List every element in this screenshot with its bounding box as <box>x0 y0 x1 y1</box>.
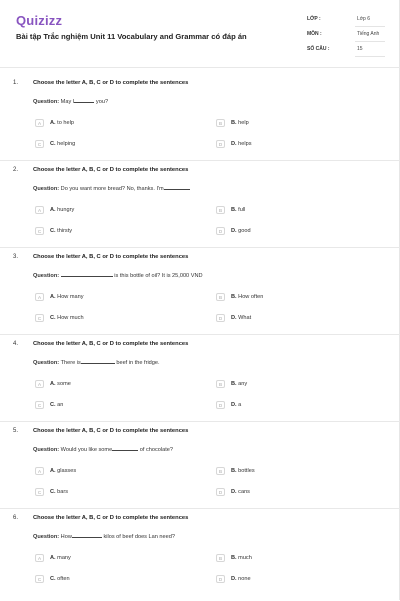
divider <box>355 41 385 42</box>
meta-grade-value: Lớp 6 <box>357 16 371 22</box>
option-letter-box[interactable]: A <box>35 554 44 562</box>
header-divider <box>0 67 400 68</box>
question-instruction: Choose the letter A, B, C or D to complete the sentences <box>33 80 189 86</box>
option-label: any <box>238 381 248 387</box>
page-title: Bài tập Trắc nghiệm Unit 11 Vocabulary and Grammar có đáp án <box>16 32 247 41</box>
question-divider <box>0 421 400 422</box>
option-letter-box[interactable]: D <box>216 140 225 148</box>
option-label: hungry <box>57 207 75 213</box>
option-text <box>231 576 251 582</box>
option-prefix: C. <box>50 228 56 234</box>
option-letter-box[interactable]: C <box>35 227 44 235</box>
option-text <box>50 141 75 147</box>
question-instruction: Choose the letter A, B, C or D to complete the sentences <box>33 515 189 521</box>
question-text-after: beef in the fridge. <box>116 360 160 366</box>
option-text <box>231 207 245 213</box>
option-text <box>50 381 71 387</box>
answer-blank <box>112 445 138 451</box>
option-prefix: D. <box>231 576 237 582</box>
option-label: some <box>57 381 71 387</box>
option-letter-box[interactable]: A <box>35 293 44 301</box>
option-prefix: D. <box>231 489 237 495</box>
meta-count-label: SỐ CÂU : <box>307 46 330 52</box>
option-text <box>50 120 74 126</box>
option-text <box>231 555 252 561</box>
question-text <box>33 184 190 192</box>
option-prefix: D. <box>231 141 237 147</box>
option-text <box>231 468 255 474</box>
option-label: bottles <box>238 468 255 474</box>
question-instruction: Choose the letter A, B, C or D to complete the sentences <box>33 428 189 434</box>
question-number: 5. <box>13 428 19 434</box>
question-number: 4. <box>13 341 19 347</box>
option-text <box>50 576 70 582</box>
option-label: How much <box>57 315 84 321</box>
option-text <box>231 141 252 147</box>
option-label: thirsty <box>57 228 73 234</box>
question-block <box>0 167 400 253</box>
question-label: Question: <box>33 360 60 366</box>
option-letter-box[interactable]: B <box>216 467 225 475</box>
option-prefix: D. <box>231 402 237 408</box>
option-letter-box[interactable]: D <box>216 488 225 496</box>
option-letter-box[interactable]: C <box>35 575 44 583</box>
question-block <box>0 515 400 601</box>
option-label: none <box>238 576 251 582</box>
question-divider <box>0 508 400 509</box>
option-text <box>50 402 63 408</box>
option-prefix: B. <box>231 468 237 474</box>
option-label: much <box>238 555 252 561</box>
answer-blank <box>72 532 102 538</box>
meta-grade-label: LỚP : <box>307 16 321 22</box>
question-text-before: How <box>60 534 72 540</box>
option-label: help <box>238 120 249 126</box>
option-label: helps <box>238 141 252 147</box>
option-prefix: D. <box>231 228 237 234</box>
divider <box>355 26 385 27</box>
quizizz-logo: Quizizz <box>16 13 63 28</box>
option-prefix: C. <box>50 141 56 147</box>
option-text <box>50 294 84 300</box>
option-label: cans <box>238 489 250 495</box>
option-prefix: B. <box>231 381 237 387</box>
question-block <box>0 80 400 166</box>
meta-subject-label: MÔN : <box>307 31 322 37</box>
option-prefix: C. <box>50 576 56 582</box>
option-letter-box[interactable]: D <box>216 575 225 583</box>
option-prefix: A. <box>50 468 56 474</box>
option-label: full <box>238 207 246 213</box>
question-label: Question: <box>33 99 60 105</box>
option-prefix: A. <box>50 381 56 387</box>
option-prefix: B. <box>231 555 237 561</box>
option-label: bars <box>57 489 69 495</box>
option-prefix: A. <box>50 207 56 213</box>
option-letter-box[interactable]: C <box>35 488 44 496</box>
option-text <box>50 228 72 234</box>
option-letter-box[interactable]: C <box>35 401 44 409</box>
option-label: to help <box>57 120 74 126</box>
option-letter-box[interactable]: A <box>35 119 44 127</box>
option-letter-box[interactable]: B <box>216 206 225 214</box>
option-text <box>50 555 71 561</box>
option-text <box>231 402 241 408</box>
question-divider <box>0 247 400 248</box>
option-letter-box[interactable]: D <box>216 227 225 235</box>
option-letter-box[interactable]: C <box>35 314 44 322</box>
option-text <box>231 228 251 234</box>
question-label: Question: <box>33 447 60 453</box>
question-text-after: of chocolate? <box>139 447 174 453</box>
option-label: How many <box>57 294 84 300</box>
question-label: Question: <box>33 273 60 279</box>
answer-blank <box>61 271 113 277</box>
question-label: Question: <box>33 186 60 192</box>
option-label: good <box>238 228 251 234</box>
option-prefix: D. <box>231 315 237 321</box>
option-text <box>231 315 251 321</box>
option-label: What <box>238 315 252 321</box>
answer-blank <box>81 358 115 364</box>
option-prefix: B. <box>231 294 237 300</box>
question-text <box>33 271 203 279</box>
question-block <box>0 428 400 514</box>
option-label: helping <box>57 141 76 147</box>
answer-blank <box>164 184 190 190</box>
question-instruction: Choose the letter A, B, C or D to complete the sentences <box>33 341 189 347</box>
option-prefix: C. <box>50 489 56 495</box>
question-block <box>0 341 400 427</box>
question-number: 1. <box>13 80 19 86</box>
divider <box>355 56 385 57</box>
option-text <box>231 294 263 300</box>
option-text <box>231 120 249 126</box>
option-letter-box[interactable]: D <box>216 401 225 409</box>
option-letter-box[interactable]: B <box>216 380 225 388</box>
option-text <box>231 489 250 495</box>
option-text <box>231 381 247 387</box>
question-text <box>33 532 175 540</box>
question-text <box>33 97 108 105</box>
question-divider <box>0 160 400 161</box>
option-prefix: A. <box>50 120 56 126</box>
question-instruction: Choose the letter A, B, C or D to complete the sentences <box>33 167 189 173</box>
option-label: glasses <box>57 468 77 474</box>
meta-subject-value: Tiếng Anh <box>357 31 380 37</box>
question-text-after: you? <box>95 99 109 105</box>
option-letter-box[interactable]: B <box>216 119 225 127</box>
question-number: 2. <box>13 167 19 173</box>
option-text <box>50 207 74 213</box>
question-text-before: Would you like some <box>60 447 113 453</box>
option-prefix: A. <box>50 555 56 561</box>
question-text-before: May I <box>60 99 75 105</box>
question-divider <box>0 334 400 335</box>
option-letter-box[interactable]: B <box>216 293 225 301</box>
question-text-before: There is <box>60 360 81 366</box>
option-text <box>50 468 76 474</box>
option-label: many <box>57 555 71 561</box>
question-text <box>33 445 173 453</box>
option-label: a <box>238 402 242 408</box>
question-block <box>0 254 400 340</box>
option-prefix: C. <box>50 315 56 321</box>
question-text <box>33 358 160 366</box>
option-letter-box[interactable]: A <box>35 380 44 388</box>
question-text-after: kilos of beef does Lan need? <box>103 534 175 540</box>
question-instruction: Choose the letter A, B, C or D to complete the sentences <box>33 254 189 260</box>
option-label: How often <box>238 294 264 300</box>
meta-count-value: 15 <box>357 46 363 52</box>
option-letter-box[interactable]: B <box>216 554 225 562</box>
option-letter-box[interactable]: A <box>35 467 44 475</box>
question-number: 6. <box>13 515 19 521</box>
question-text-before: Do you want more bread? No, thanks. I'm <box>60 186 164 192</box>
question-label: Question: <box>33 534 60 540</box>
option-prefix: A. <box>50 294 56 300</box>
question-number: 3. <box>13 254 19 260</box>
option-letter-box[interactable]: A <box>35 206 44 214</box>
option-prefix: B. <box>231 120 237 126</box>
option-label: often <box>57 576 70 582</box>
option-text <box>50 489 68 495</box>
question-text-after: is this bottle of oil? It is 25,000 VND <box>114 273 203 279</box>
option-prefix: C. <box>50 402 56 408</box>
option-letter-box[interactable]: D <box>216 314 225 322</box>
option-prefix: B. <box>231 207 237 213</box>
option-text <box>50 315 84 321</box>
option-label: an <box>57 402 64 408</box>
answer-blank <box>74 97 94 103</box>
option-letter-box[interactable]: C <box>35 140 44 148</box>
